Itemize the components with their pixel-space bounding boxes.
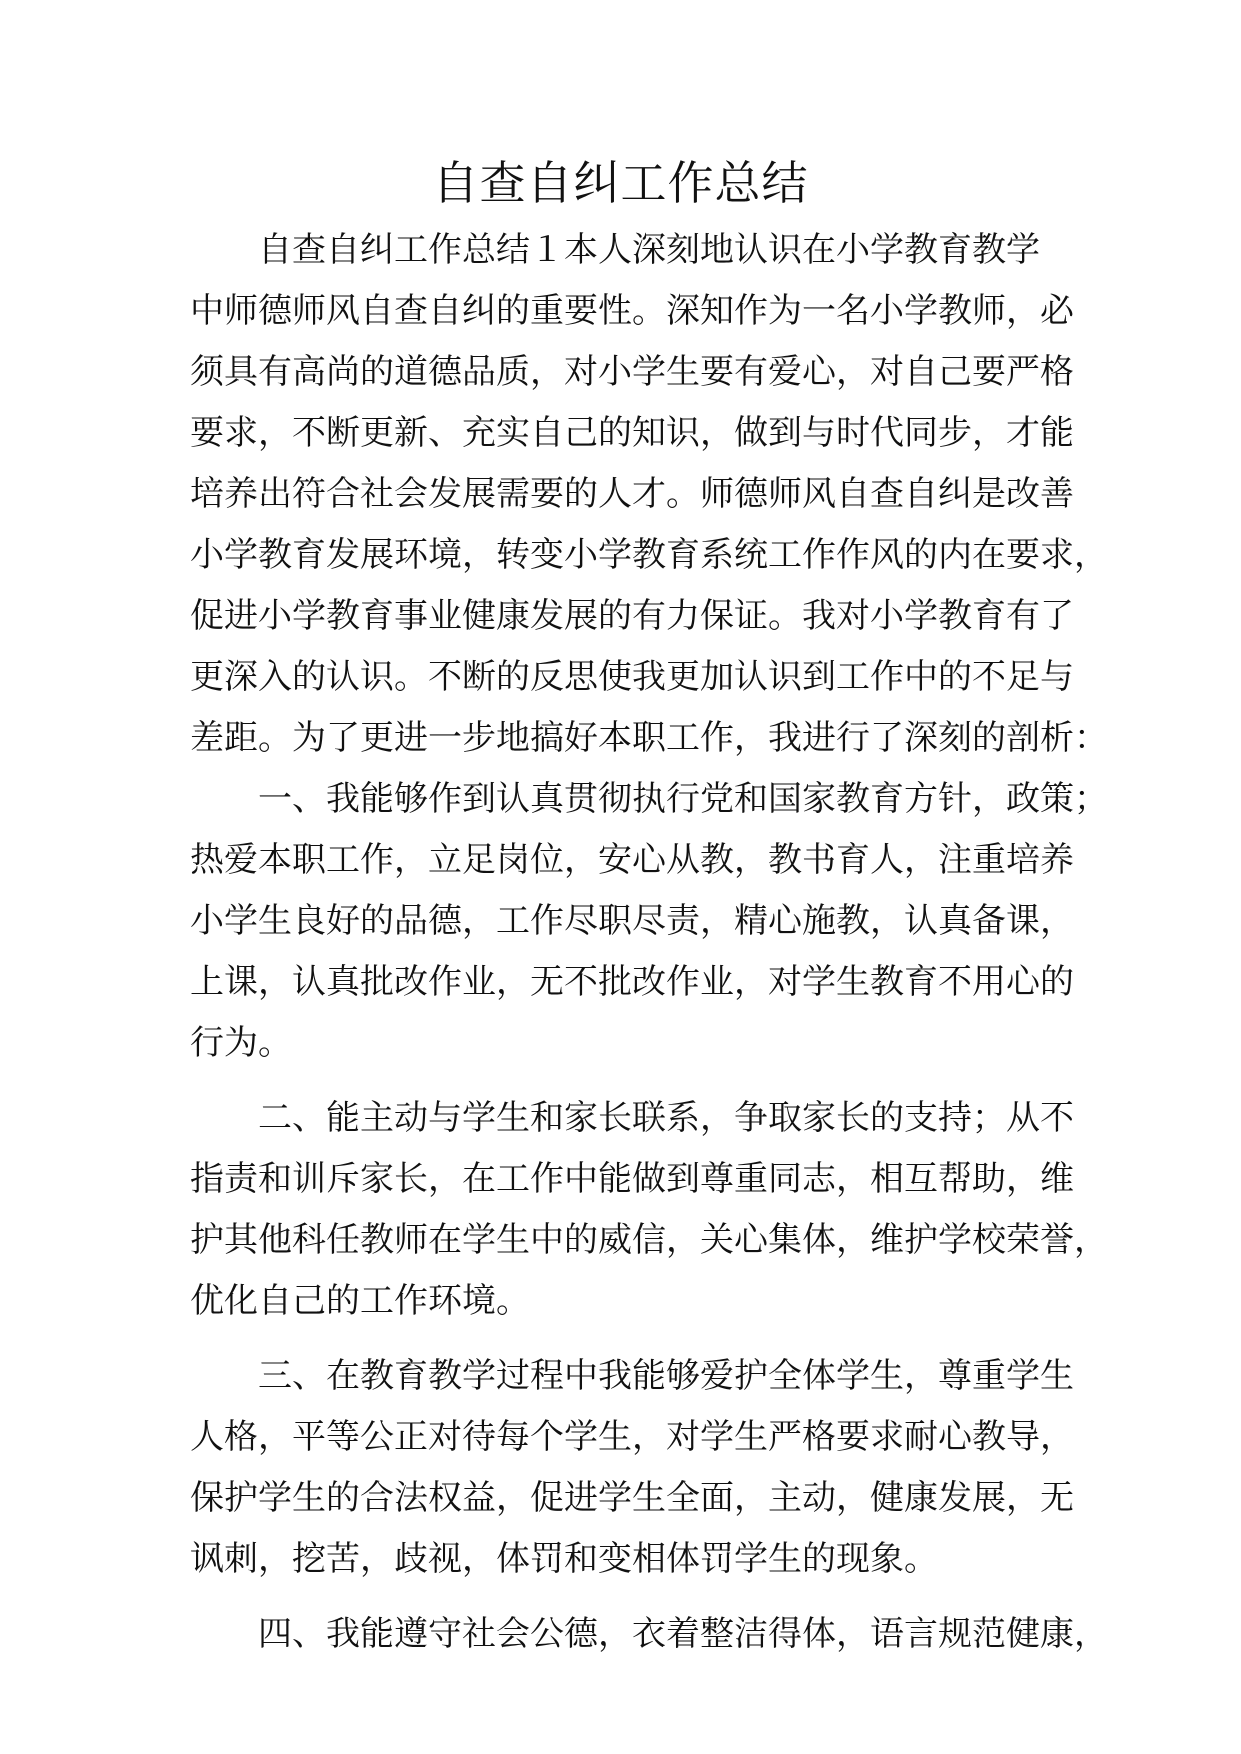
paragraph-line: 保护学生的合法权益，促进学生全面，主动，健康发展，无 xyxy=(190,1478,1074,1518)
paragraph-line: 三、在教育教学过程中我能够爱护全体学生，尊重学生 xyxy=(190,1356,1074,1396)
paragraph-line: 小学教育发展环境，转变小学教育系统工作作风的内在要求， xyxy=(190,535,1108,575)
paragraph-line: 上课，认真批改作业，无不批改作业，对学生教育不用心的 xyxy=(190,962,1074,1002)
paragraph-line: 护其他科任教师在学生中的威信，关心集体，维护学校荣誉， xyxy=(190,1220,1108,1260)
paragraph-line: 讽刺，挖苦，歧视，体罚和变相体罚学生的现象。 xyxy=(190,1539,938,1579)
document-body xyxy=(190,220,1108,1665)
paragraph-line: 小学生良好的品德，工作尽职尽责，精心施教，认真备课， xyxy=(190,901,1074,941)
paragraph-line: 促进小学教育事业健康发展的有力保证。我对小学教育有了 xyxy=(190,596,1074,636)
paragraph-line: 须具有高尚的道德品质，对小学生要有爱心，对自己要严格 xyxy=(190,352,1074,392)
page-title: 自查自纠工作总结 xyxy=(432,156,809,210)
paragraph-line: 行为。 xyxy=(190,1023,292,1063)
paragraph-gap xyxy=(190,1332,1060,1346)
paragraph-gap xyxy=(190,1074,1060,1088)
paragraph-line: 一、我能够作到认真贯彻执行党和国家教育方针，政策； xyxy=(190,779,1108,819)
paragraph-line: 培养出符合社会发展需要的人才。师德师风自查自纠是改善 xyxy=(190,474,1074,514)
paragraph-gap xyxy=(190,1590,1060,1604)
paragraph-line: 更深入的认识。不断的反思使我更加认识到工作中的不足与 xyxy=(190,657,1074,697)
paragraph-line: 优化自己的工作环境。 xyxy=(190,1281,530,1321)
paragraph-line: 中师德师风自查自纠的重要性。深知作为一名小学教师，必 xyxy=(190,291,1074,331)
paragraph-line: 人格，平等公正对待每个学生，对学生严格要求耐心教导， xyxy=(190,1417,1074,1457)
paragraph-line: 二、能主动与学生和家长联系，争取家长的支持；从不 xyxy=(190,1098,1074,1138)
paragraph-line: 指责和训斥家长，在工作中能做到尊重同志，相互帮助，维 xyxy=(190,1159,1074,1199)
paragraph-line: 四、我能遵守社会公德，衣着整洁得体，语言规范健康， xyxy=(190,1614,1108,1654)
paragraph-line: 热爱本职工作，立足岗位，安心从教，教书育人，注重培养 xyxy=(190,840,1074,880)
paragraph-line: 差距。为了更进一步地搞好本职工作，我进行了深刻的剖析： xyxy=(190,718,1108,758)
paragraph-line: 自查自纠工作总结１本人深刻地认识在小学教育教学 xyxy=(190,230,1040,270)
paragraph-line: 要求，不断更新、充实自己的知识，做到与时代同步，才能 xyxy=(190,413,1074,453)
